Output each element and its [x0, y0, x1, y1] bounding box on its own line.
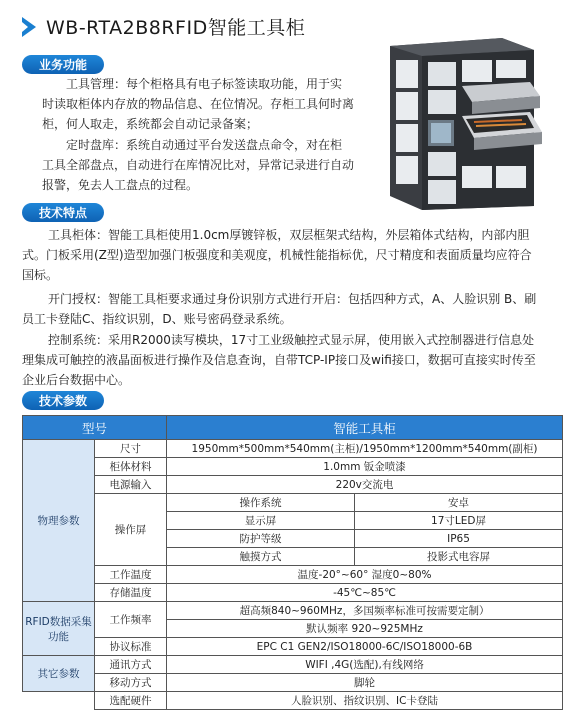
group-rfid: RFID数据采集功能 [23, 602, 95, 656]
table-row: 协议标准 EPC C1 GEN2/ISO18000-6C/ISO18000-6B [23, 638, 563, 656]
features-paragraph-2: 开门授权：智能工具柜要求通过身份识别方式进行开启：包括四种方式，A、人脸识别 B、刷 员工卡登陆C、指纹识别，D、账号密码登录系统。 [22, 292, 537, 326]
table-row: RFID数据采集功能 工作频率 超高频840~960MHz，多国频率标准可按需要定制） [23, 602, 563, 620]
table-row: 选配硬件 人脸识别、指纹识别、IC卡登陆 [23, 692, 563, 710]
spec-table [22, 415, 563, 710]
group-physical: 物理参数 [23, 440, 95, 602]
table-row: 操作屏 操作系统 安卓 [23, 494, 563, 512]
section-label-features: 技术特点 [22, 203, 104, 222]
business-paragraph-1: 工具管理：每个柜格具有电子标签读取功能，用于实 时读取柜体内存放的物品信息、在位情况。存柜工具何时离 柜，何人取走，系统都会自动记录备案； [42, 77, 355, 131]
header-model: 型号 [23, 416, 167, 440]
screen-label: 操作屏 [95, 494, 167, 566]
section-label-business: 业务功能 [22, 55, 104, 74]
features-paragraph-3: 控制系统：采用R2000读写模块，17寸工业级触控式显示屏，使用嵌入式控制器进行信息处 理集成可触控的液晶面板进行操作及信息查询，自带TCP-IP接口及wifi接口，数据可直接实时传至 企业后台数据中心。 [22, 333, 536, 387]
tool-cabinet-image [382, 36, 542, 211]
table-row: 电源输入 220v交流电 [23, 476, 563, 494]
business-paragraph-2: 定时盘库：系统自动通过平台发送盘点命令，对在柜 工具全部盘点，自动进行在库情况比对，异常记录进行自动 报警，免去人工盘点的过程。 [42, 138, 355, 192]
table-row: 物理参数 尺寸 1950mm*500mm*540mm(主柜)/1950mm*1200mm*540mm(副柜) [23, 440, 563, 458]
group-other: 其它参数 [23, 656, 95, 692]
arrow-icon [22, 17, 36, 37]
page-title [22, 13, 305, 40]
table-row: 触摸方式 投影式电容屏 [23, 548, 563, 566]
table-row: 柜体材料 1.0mm 钣金喷漆 [23, 458, 563, 476]
table-row: 显示屏 17寸LED屏 [23, 512, 563, 530]
table-row: 防护等级 IP65 [23, 530, 563, 548]
page-title-text: WB-RTA2B8RFID智能工具柜 [46, 17, 306, 39]
header-product: 智能工具柜 [167, 416, 563, 440]
table-row: 存储温度 -45℃~85℃ [23, 584, 563, 602]
table-row: 移动方式 脚轮 [23, 674, 563, 692]
table-row: 工作温度 温度-20°~60° 湿度0~80% [23, 566, 563, 584]
table-header-row [23, 416, 563, 440]
section-label-params: 技术参数 [22, 391, 104, 410]
table-row: 其它参数 通讯方式 WIFI ,4G(选配),有线网络 [23, 656, 563, 674]
features-paragraph-1: 工具柜体：智能工具柜使用1.0cm厚镀锌板，双层框架式结构，外层箱体式结构，内部内胆 式。门板采用(Z型)造型加强门板强度和美观度，机械性能指标优，尺寸精度和表面质量均应符合 国标。 [22, 228, 532, 282]
table-row: 默认频率 920~925MHz [23, 620, 563, 638]
